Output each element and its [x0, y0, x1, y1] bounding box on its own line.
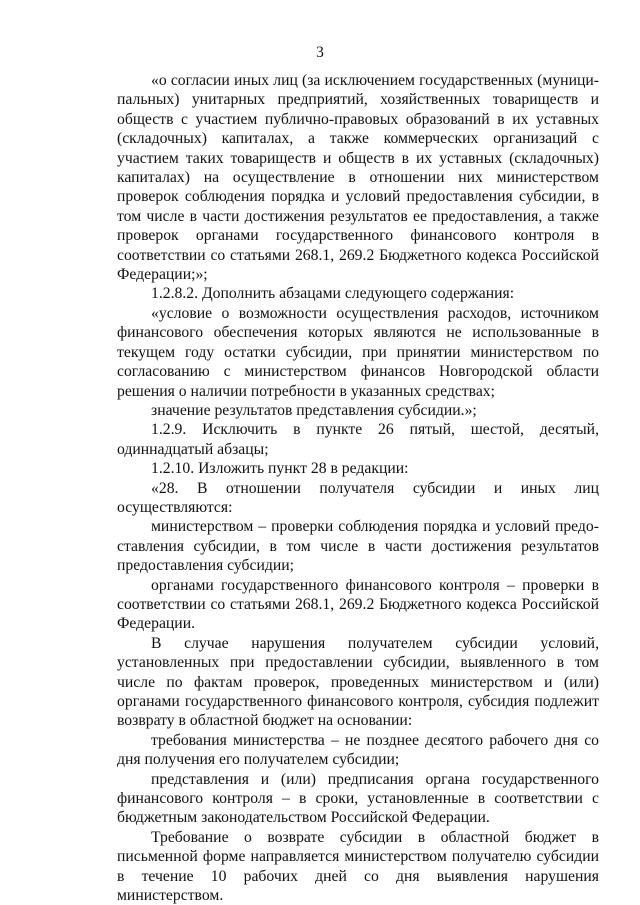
paragraph-expense-condition: «условие о возможности осуществления расходов, источником финансового обеспечения которых являются не использованные в текущем году остатки субсидии, при принятии министерством по согласованию с министерством финансов Новгородской области решения о наличии потребности в указанных средствах; [117, 304, 599, 400]
paragraph-financial-control-checks: органами государственного финансового контроля – проверки в соответствии со статьями 268.1, 269.2 Бюджетного кодекса Российской Федерации. [117, 576, 599, 633]
paragraph-control-order: представления и (или) предписания органа государственного финансового контроля – в сроки, установленные в соответствии с бюджетным законодательством Российской Федерации. [117, 770, 599, 827]
page-number: 3 [316, 44, 324, 61]
document-body [117, 71, 599, 905]
paragraph-item-1-2-8-2: 1.2.8.2. Дополнить абзацами следующего содержания: [151, 285, 515, 303]
paragraph-written-demand: Требование о возврате субсидии в областной бюджет в письменной форме направляется министерством получателю субсидии в течение 10 рабочих дней со дня выявления нарушения министерством. [117, 828, 599, 905]
paragraph-point-28: «28. В отношении получателя субсидии и иных лиц осуществляются: [117, 479, 599, 516]
paragraph-item-1-2-9: 1.2.9. Исключить в пункте 26 пятый, шестой, десятый, одиннадцатый абзацы; [117, 421, 599, 458]
paragraph-item-1-2-10: 1.2.10. Изложить пункт 28 в редакции: [151, 460, 409, 478]
paragraph-result-value: значение результатов представления субсидии.»; [151, 401, 477, 419]
paragraph-consent-clause: «о согласии иных лиц (за исключением государственных (муниципальных) унитарных предприятий, хозяйственных товариществ и обществ с участием публично-правовых образований в их уставных (складочных) капиталах, а также коммерческих организаций с участием таких товариществ и обществ в их уставных (складочных) капиталах) на осуществление в отношении них министерством проверок соблюдения порядка и условий предоставления субсидии, в том числе в части достижения результатов ее предоставления, а также проверок органами государственного финансового контроля в соответствии со статьями 268.1, 269.2 Бюджетного кодекса Российской Федерации;»; [117, 72, 599, 284]
paragraph-violation-return: В случае нарушения получателем субсидии условий, установленных при предоставлении субсидии, выявленного в том числе по фактам проверок, проведенных министерством и (или) органами государственного финансового контроля, субсидия подлежит возврату в областной бюджет на основании: [117, 634, 599, 730]
paragraph-ministry-requirement: требования министерства – не позднее десятого рабочего дня со дня получения его получателем субсидии; [117, 731, 599, 769]
paragraph-ministry-checks: министерством – проверки соблюдения порядка и условий предоставления субсидии, в том числе в части достижения результатов предоставления субсидии; [117, 518, 599, 575]
